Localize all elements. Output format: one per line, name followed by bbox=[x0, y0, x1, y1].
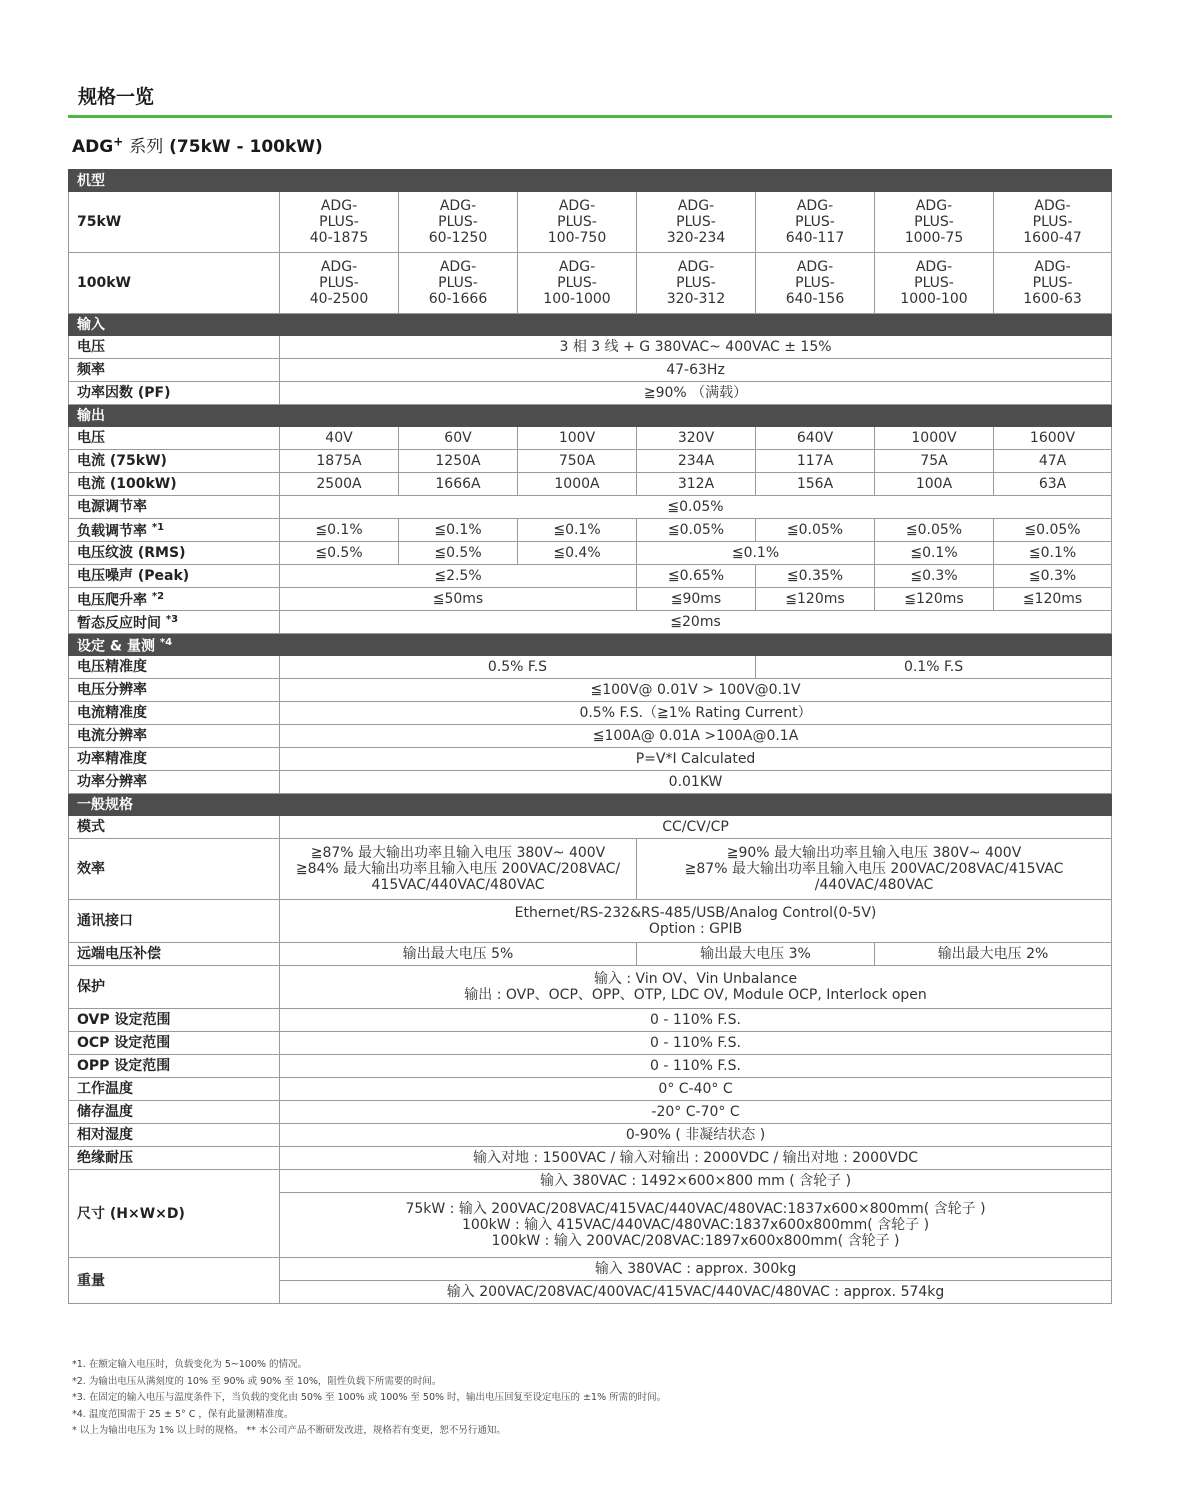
row-label: 75kW bbox=[69, 192, 268, 253]
row-insulation bbox=[69, 1147, 1112, 1170]
model-line: ADG- bbox=[1034, 198, 1071, 214]
value-cell: 60V bbox=[399, 427, 518, 450]
model-cell bbox=[756, 253, 875, 314]
value-cell: 0-90% ( 非凝结状态 ) bbox=[280, 1124, 1112, 1147]
value-cell: 75A bbox=[875, 450, 994, 473]
row-label: 电压噪声 (Peak) bbox=[69, 565, 268, 588]
value-cell: 320V bbox=[637, 427, 756, 450]
model-line: ADG- bbox=[558, 259, 596, 275]
model-cell bbox=[994, 192, 1112, 253]
value-cell: ≦100A@ 0.01A >100A@0.1A bbox=[280, 725, 1112, 748]
line: ≧90% 最大输出功率且输入电压 380V~ 400V bbox=[726, 845, 1022, 861]
line: 100kW : 输入 415VAC/440VAC/480VAC:1837x600x800mm( 含轮子 ) bbox=[461, 1217, 930, 1233]
row-opp bbox=[69, 1055, 1112, 1078]
model-line: 640-117 bbox=[785, 230, 845, 246]
row-power-resolution bbox=[69, 771, 1112, 794]
value-cell: 0 - 110% F.S. bbox=[280, 1055, 1112, 1078]
value-cell: 输出最大电压 5% bbox=[280, 943, 637, 966]
model-line: 100-1000 bbox=[543, 291, 611, 307]
model-line: PLUS- bbox=[914, 275, 954, 291]
value-cell: 输入对地 : 1500VAC / 输入对输出 : 2000VDC / 输出对地 : 2000VDC bbox=[280, 1147, 1112, 1170]
series-prefix: ADG bbox=[72, 137, 114, 157]
footnote: *3. 在固定的输入电压与温度条件下，当负载的变化由 50% 至 100% 或 100% 至 50% 时，输出电压回复至设定电压的 ±1% 所需的时间。 bbox=[72, 1392, 667, 1403]
model-line: PLUS- bbox=[438, 214, 478, 230]
value-cell: ≦0.1% bbox=[875, 542, 994, 565]
model-line: 60-1250 bbox=[428, 230, 488, 246]
value-cell: ≦0.05% bbox=[280, 496, 1112, 519]
row-label: OVP 设定范围 bbox=[69, 1009, 268, 1032]
value-cell: ≦0.05% bbox=[756, 519, 875, 542]
model-cell bbox=[875, 253, 994, 314]
row-voltage-accuracy bbox=[69, 656, 1112, 679]
spec-table bbox=[68, 169, 1112, 1304]
row-label: 绝缘耐压 bbox=[69, 1147, 268, 1170]
row-label: 电压分辨率 bbox=[69, 679, 268, 702]
value-cell: 156A bbox=[756, 473, 875, 496]
section-title: 设定 & 量测 bbox=[77, 638, 155, 655]
row-power-accuracy bbox=[69, 748, 1112, 771]
value-cell: 640V bbox=[756, 427, 875, 450]
model-line: 640-156 bbox=[785, 291, 845, 307]
label-text: 暂态反应时间 bbox=[77, 615, 161, 632]
footnotes bbox=[72, 1357, 666, 1440]
value-cell bbox=[280, 1193, 1112, 1258]
section-header: 输出 bbox=[69, 405, 1112, 427]
row-label: 通讯接口 bbox=[69, 900, 268, 943]
value-cell: ≦0.3% bbox=[994, 565, 1112, 588]
value-cell: 输出最大电压 3% bbox=[637, 943, 875, 966]
row-operating-temp bbox=[69, 1078, 1112, 1101]
value-cell: 47A bbox=[994, 450, 1112, 473]
model-line: 40-1875 bbox=[309, 230, 369, 246]
row-label: 功率因数 (PF) bbox=[69, 382, 268, 405]
row-rise-time bbox=[69, 588, 1112, 611]
row-noise bbox=[69, 565, 1112, 588]
value-cell: ≦0.1% bbox=[280, 519, 399, 542]
row-humidity bbox=[69, 1124, 1112, 1147]
footnote-mark: *4 bbox=[159, 636, 173, 648]
model-line: PLUS- bbox=[319, 214, 359, 230]
row-label: 电压 bbox=[69, 427, 268, 450]
value-cell: ≧90% （满载） bbox=[280, 382, 1112, 405]
line: Ethernet/RS-232&RS-485/USB/Analog Control(0-5V) bbox=[514, 905, 877, 921]
model-line: ADG- bbox=[439, 259, 477, 275]
model-line: ADG- bbox=[796, 198, 834, 214]
value-cell: 1000V bbox=[875, 427, 994, 450]
line: 输入 : Vin OV、Vin Unbalance bbox=[593, 971, 798, 987]
row-label: 频率 bbox=[69, 359, 268, 382]
value-cell: ≦0.05% bbox=[994, 519, 1112, 542]
value-cell: ≦0.1% bbox=[399, 519, 518, 542]
value-cell: 输入 200VAC/208VAC/400VAC/415VAC/440VAC/480VAC : approx. 574kg bbox=[280, 1281, 1112, 1304]
line: /440VAC/480VAC bbox=[814, 877, 934, 893]
model-line: ADG- bbox=[1034, 259, 1071, 275]
row-weight-a bbox=[69, 1258, 1112, 1281]
value-cell: 输入 380VAC : 1492×600×800 mm ( 含轮子 ) bbox=[280, 1170, 1112, 1193]
model-line: 1600-63 bbox=[1023, 291, 1082, 307]
value-cell: 100V bbox=[518, 427, 637, 450]
label-text: 电压爬升率 bbox=[77, 592, 147, 609]
row-label: 尺寸 (H×W×D) bbox=[69, 1170, 268, 1258]
row-current-accuracy bbox=[69, 702, 1112, 725]
row-label: 模式 bbox=[69, 816, 268, 839]
footnote: *1. 在额定输入电压时，负载变化为 5~100% 的情况。 bbox=[72, 1359, 308, 1370]
value-cell: 100A bbox=[875, 473, 994, 496]
row-input-pf bbox=[69, 382, 1112, 405]
value-cell: ≦0.5% bbox=[280, 542, 399, 565]
model-line: PLUS- bbox=[319, 275, 359, 291]
page-title: 规格一览 bbox=[78, 86, 155, 108]
model-line: PLUS- bbox=[557, 275, 597, 291]
model-line: ADG- bbox=[677, 198, 715, 214]
row-label bbox=[69, 588, 268, 611]
line: 75kW : 输入 200VAC/208VAC/415VAC/440VAC/480VAC:1837x600×800mm( 含轮子 ) bbox=[405, 1201, 986, 1217]
series-range: (75kW - 100kW) bbox=[169, 137, 323, 157]
row-voltage-resolution bbox=[69, 679, 1112, 702]
footnote-mark: *1 bbox=[151, 522, 165, 534]
value-cell: ≦0.5% bbox=[399, 542, 518, 565]
row-label: 电流 (100kW) bbox=[69, 473, 268, 496]
value-cell: 输入 380VAC : approx. 300kg bbox=[280, 1258, 1112, 1281]
line: Option : GPIB bbox=[648, 921, 743, 937]
model-line: 320-312 bbox=[666, 291, 726, 307]
value-cell: ≦0.65% bbox=[637, 565, 756, 588]
label-text: 负载调节率 bbox=[77, 523, 147, 540]
row-output-voltage bbox=[69, 427, 1112, 450]
line: ≧84% 最大输出功率且输入电压 200VAC/208VAC/ bbox=[295, 861, 621, 877]
value-cell: 1600V bbox=[994, 427, 1112, 450]
value-cell: 0 - 110% F.S. bbox=[280, 1032, 1112, 1055]
series-title bbox=[72, 132, 323, 157]
value-cell: 750A bbox=[518, 450, 637, 473]
footnote: *4. 温度范围需于 25 ± 5° C ，保有此量测精准度。 bbox=[72, 1408, 294, 1420]
row-output-current-100kw bbox=[69, 473, 1112, 496]
value-cell: ≦120ms bbox=[994, 588, 1112, 611]
row-input-voltage bbox=[69, 336, 1112, 359]
section-general bbox=[69, 794, 1112, 816]
value-cell: ≦120ms bbox=[756, 588, 875, 611]
line: ≧87% 最大输出功率且输入电压 380V~ 400V bbox=[310, 845, 606, 861]
model-cell bbox=[637, 192, 756, 253]
model-line: 100-750 bbox=[547, 230, 607, 246]
row-ripple bbox=[69, 542, 1112, 565]
row-communication bbox=[69, 900, 1112, 943]
value-cell: 40V bbox=[280, 427, 399, 450]
model-line: 1000-75 bbox=[904, 230, 964, 246]
row-label: 电流分辨率 bbox=[69, 725, 268, 748]
row-label: OCP 设定范围 bbox=[69, 1032, 268, 1055]
value-cell: 1250A bbox=[399, 450, 518, 473]
model-line: ADG- bbox=[796, 259, 834, 275]
model-line: PLUS- bbox=[795, 275, 835, 291]
row-label: 保护 bbox=[69, 966, 268, 1009]
row-model-100kw bbox=[69, 253, 1112, 314]
row-storage-temp bbox=[69, 1101, 1112, 1124]
row-load-regulation bbox=[69, 519, 1112, 542]
model-cell bbox=[399, 253, 518, 314]
row-dimension-a bbox=[69, 1170, 1112, 1193]
value-cell: ≦50ms bbox=[280, 588, 637, 611]
section-output bbox=[69, 405, 1112, 427]
value-cell: 117A bbox=[756, 450, 875, 473]
value-cell: 3 相 3 线 + G 380VAC~ 400VAC ± 15% bbox=[280, 336, 1112, 359]
row-model-75kw bbox=[69, 192, 1112, 253]
row-label: 相对湿度 bbox=[69, 1124, 268, 1147]
value-cell: ≦0.3% bbox=[875, 565, 994, 588]
model-cell bbox=[756, 192, 875, 253]
row-label: OPP 设定范围 bbox=[69, 1055, 268, 1078]
row-label bbox=[69, 611, 268, 634]
row-label bbox=[69, 519, 268, 542]
value-cell: ≦20ms bbox=[280, 611, 1112, 634]
value-cell: CC/CV/CP bbox=[280, 816, 1112, 839]
row-label: 电流精准度 bbox=[69, 702, 268, 725]
value-cell: ≦2.5% bbox=[280, 565, 637, 588]
model-line: ADG- bbox=[320, 259, 358, 275]
footnote-mark: *2 bbox=[151, 591, 165, 603]
section-header bbox=[69, 634, 1112, 656]
model-cell bbox=[280, 253, 399, 314]
model-line: 60-1666 bbox=[428, 291, 488, 307]
row-protection bbox=[69, 966, 1112, 1009]
model-cell bbox=[637, 253, 756, 314]
model-line: ADG- bbox=[558, 198, 596, 214]
row-remote-sense bbox=[69, 943, 1112, 966]
value-cell: 63A bbox=[994, 473, 1112, 496]
value-cell: ≦0.4% bbox=[518, 542, 637, 565]
value-cell: P=V*I Calculated bbox=[280, 748, 1112, 771]
row-input-frequency bbox=[69, 359, 1112, 382]
series-word: 系列 bbox=[129, 137, 164, 157]
footnote: * 以上为输出电压为 1% 以上时的规格。 ** 本公司产品不断研发改进，规格若有变更，恕不另行通知。 bbox=[72, 1425, 506, 1436]
value-cell bbox=[280, 966, 1112, 1009]
value-cell: 1875A bbox=[280, 450, 399, 473]
model-line: 320-234 bbox=[666, 230, 726, 246]
model-line: PLUS- bbox=[914, 214, 954, 230]
row-transient bbox=[69, 611, 1112, 634]
value-cell: ≦0.1% bbox=[637, 542, 875, 565]
value-cell: 0.5% F.S.（≧1% Rating Current） bbox=[280, 702, 1112, 725]
model-line: PLUS- bbox=[676, 275, 716, 291]
row-ovp bbox=[69, 1009, 1112, 1032]
section-setting bbox=[69, 634, 1112, 656]
model-line: ADG- bbox=[439, 198, 477, 214]
row-label: 效率 bbox=[69, 839, 268, 900]
model-line: PLUS- bbox=[438, 275, 478, 291]
line: ≧87% 最大输出功率且输入电压 200VAC/208VAC/415VAC bbox=[684, 861, 1064, 877]
value-cell: ≦100V@ 0.01V > 100V@0.1V bbox=[280, 679, 1112, 702]
section-header: 机型 bbox=[69, 170, 1112, 192]
row-label: 电压精准度 bbox=[69, 656, 268, 679]
section-input bbox=[69, 314, 1112, 336]
row-label: 功率精准度 bbox=[69, 748, 268, 771]
row-label: 工作温度 bbox=[69, 1078, 268, 1101]
row-label: 重量 bbox=[69, 1258, 268, 1304]
model-cell bbox=[875, 192, 994, 253]
value-cell: ≦0.1% bbox=[518, 519, 637, 542]
value-cell: -20° C-70° C bbox=[280, 1101, 1112, 1124]
model-cell bbox=[280, 192, 399, 253]
value-cell: ≦90ms bbox=[637, 588, 756, 611]
model-line: 1600-47 bbox=[1023, 230, 1082, 246]
value-cell bbox=[637, 839, 1112, 900]
value-cell: 0 - 110% F.S. bbox=[280, 1009, 1112, 1032]
value-cell: 0.5% F.S bbox=[280, 656, 756, 679]
footnote: *2. 为输出电压从满刻度的 10% 至 90% 或 90% 至 10%，阻性负载下所需要的时间。 bbox=[72, 1375, 442, 1387]
row-label: 电源调节率 bbox=[69, 496, 268, 519]
footnote-mark: *3 bbox=[165, 614, 179, 626]
model-line: PLUS- bbox=[1032, 275, 1073, 291]
row-label: 100kW bbox=[69, 253, 268, 314]
line: 100kW : 输入 200VAC/208VAC:1897x600x800mm( 含轮子 ) bbox=[491, 1233, 900, 1249]
model-line: ADG- bbox=[677, 259, 715, 275]
model-line: PLUS- bbox=[676, 214, 716, 230]
row-label: 电流 (75kW) bbox=[69, 450, 268, 473]
row-label: 功率分辨率 bbox=[69, 771, 268, 794]
line: 415VAC/440VAC/480VAC bbox=[371, 877, 545, 893]
value-cell: 输出最大电压 2% bbox=[875, 943, 1112, 966]
value-cell: ≦0.05% bbox=[875, 519, 994, 542]
value-cell: 1000A bbox=[518, 473, 637, 496]
value-cell: ≦0.35% bbox=[756, 565, 875, 588]
value-cell: 2500A bbox=[280, 473, 399, 496]
section-header: 一般规格 bbox=[69, 794, 1112, 816]
model-cell bbox=[518, 253, 637, 314]
row-mode bbox=[69, 816, 1112, 839]
model-cell bbox=[518, 192, 637, 253]
section-header: 输入 bbox=[69, 314, 1112, 336]
row-label: 电压 bbox=[69, 336, 268, 359]
model-cell bbox=[994, 253, 1112, 314]
value-cell: 234A bbox=[637, 450, 756, 473]
model-cell bbox=[399, 192, 518, 253]
row-label: 电压纹波 (RMS) bbox=[69, 542, 268, 565]
value-cell bbox=[280, 839, 637, 900]
model-line: ADG- bbox=[320, 198, 358, 214]
title-rule bbox=[68, 115, 1112, 118]
model-line: PLUS- bbox=[557, 214, 597, 230]
model-line: 40-2500 bbox=[309, 291, 369, 307]
row-output-current-75kw bbox=[69, 450, 1112, 473]
section-model bbox=[69, 170, 1112, 192]
value-cell: ≦0.05% bbox=[637, 519, 756, 542]
row-efficiency bbox=[69, 839, 1112, 900]
value-cell: 0.01KW bbox=[280, 771, 1112, 794]
row-current-resolution bbox=[69, 725, 1112, 748]
model-line: PLUS- bbox=[795, 214, 835, 230]
line: 输出 : OVP、OCP、OPP、OTP, LDC OV, Module OCP, Interlock open bbox=[464, 987, 927, 1003]
row-ocp bbox=[69, 1032, 1112, 1055]
value-cell: 47-63Hz bbox=[280, 359, 1112, 382]
value-cell: ≦120ms bbox=[875, 588, 994, 611]
value-cell: 1666A bbox=[399, 473, 518, 496]
model-line: 1000-100 bbox=[900, 291, 968, 307]
series-sup: + bbox=[113, 134, 124, 149]
value-cell: ≦0.1% bbox=[994, 542, 1112, 565]
value-cell: 0.1% F.S bbox=[756, 656, 1112, 679]
row-line-regulation bbox=[69, 496, 1112, 519]
model-line: ADG- bbox=[915, 198, 953, 214]
model-line: ADG- bbox=[915, 259, 953, 275]
value-cell: 312A bbox=[637, 473, 756, 496]
row-label: 储存温度 bbox=[69, 1101, 268, 1124]
row-label: 远端电压补偿 bbox=[69, 943, 268, 966]
value-cell bbox=[280, 900, 1112, 943]
value-cell: 0° C-40° C bbox=[280, 1078, 1112, 1101]
model-line: PLUS- bbox=[1032, 214, 1073, 230]
